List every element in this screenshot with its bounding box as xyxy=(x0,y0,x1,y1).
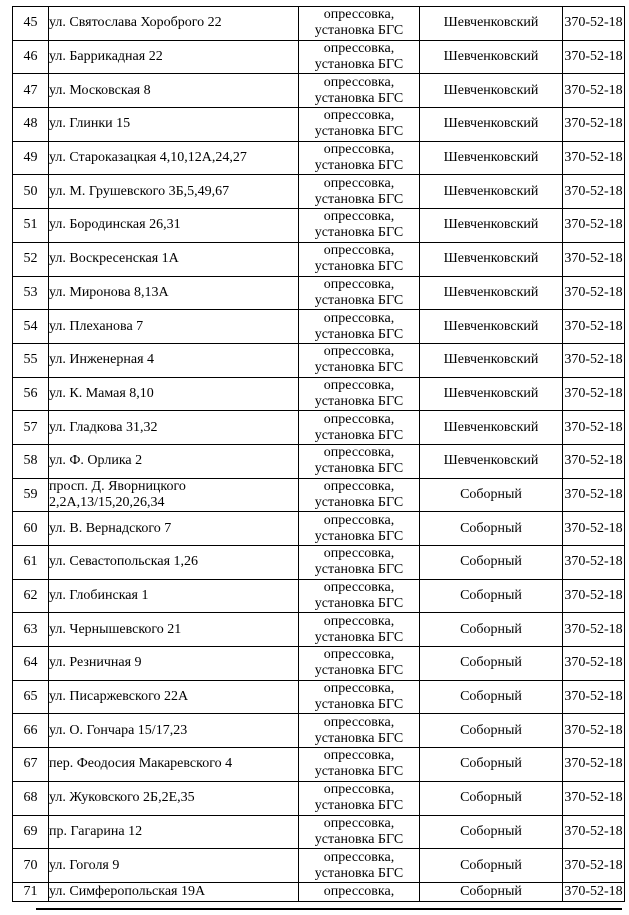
work-type-line: установка БГС xyxy=(314,798,404,814)
address-cell xyxy=(49,815,299,849)
address-cell xyxy=(49,175,299,209)
row-number: 52 xyxy=(13,242,49,276)
work-type-cell xyxy=(299,74,420,108)
address-cell xyxy=(49,141,299,175)
address-text: ул. О. Гончара 15/17,23 xyxy=(49,722,188,738)
work-type-line: опрессовка, xyxy=(323,546,395,562)
district-cell: Шевченковский xyxy=(420,411,563,445)
work-type-line: опрессовка, xyxy=(323,209,395,225)
work-type-line: установка БГС xyxy=(314,57,404,73)
address-cell xyxy=(49,411,299,445)
address-text: ул. Симферопольская 19А xyxy=(49,883,206,899)
table-row xyxy=(13,512,625,546)
table-row xyxy=(13,546,625,580)
work-type-line: опрессовка, xyxy=(323,714,395,730)
table-row xyxy=(13,343,625,377)
district-cell: Шевченковский xyxy=(420,7,563,41)
row-number: 45 xyxy=(13,7,49,41)
address-text: ул. Ф. Орлика 2 xyxy=(49,453,143,469)
phone-cell: 370-52-18 xyxy=(563,40,625,74)
table-row xyxy=(13,108,625,142)
work-type-line: опрессовка, xyxy=(323,748,395,764)
work-type-cell xyxy=(299,310,420,344)
work-type-cell xyxy=(299,849,420,883)
work-type-line: установка БГС xyxy=(314,596,404,612)
district-cell: Соборный xyxy=(420,546,563,580)
district-cell: Шевченковский xyxy=(420,343,563,377)
address-text: ул. Глобинская 1 xyxy=(49,588,149,604)
work-type-line: опрессовка, xyxy=(323,782,395,798)
address-text: ул. Староказацкая 4,10,12А,24,27 xyxy=(49,150,247,166)
work-type-line: опрессовка, xyxy=(323,681,395,697)
work-type-line: установка БГС xyxy=(314,764,404,780)
address-cell xyxy=(49,343,299,377)
phone-cell: 370-52-18 xyxy=(563,343,625,377)
row-number: 49 xyxy=(13,141,49,175)
table-row xyxy=(13,613,625,647)
work-type-cell xyxy=(299,377,420,411)
phone-cell: 370-52-18 xyxy=(563,108,625,142)
work-type-line: опрессовка, xyxy=(323,41,395,57)
work-type-line: опрессовка, xyxy=(323,647,395,663)
table-row xyxy=(13,748,625,782)
work-type-line: опрессовка, xyxy=(323,883,395,899)
work-type-line: установка БГС xyxy=(314,124,404,140)
work-type-line: опрессовка, xyxy=(323,445,395,461)
work-type-cell xyxy=(299,242,420,276)
address-cell xyxy=(49,680,299,714)
address-text: ул. Миронова 8,13А xyxy=(49,284,169,300)
work-type-line: установка БГС xyxy=(314,360,404,376)
phone-cell: 370-52-18 xyxy=(563,209,625,243)
address-cell xyxy=(49,444,299,478)
table-row xyxy=(13,815,625,849)
work-type-line: установка БГС xyxy=(314,259,404,275)
table-row xyxy=(13,7,625,41)
address-cell xyxy=(49,613,299,647)
address-text: ул. Писаржевского 22А xyxy=(49,689,189,705)
work-type-line: опрессовка, xyxy=(323,142,395,158)
address-cell xyxy=(49,276,299,310)
phone-cell: 370-52-18 xyxy=(563,748,625,782)
address-text: ул. Инженерная 4 xyxy=(49,352,155,368)
district-cell: Шевченковский xyxy=(420,242,563,276)
address-cell xyxy=(49,714,299,748)
row-number: 57 xyxy=(13,411,49,445)
work-type-cell xyxy=(299,748,420,782)
address-text: ул. К. Мамая 8,10 xyxy=(49,385,154,401)
address-cell xyxy=(49,546,299,580)
address-cell xyxy=(49,478,299,512)
district-cell: Соборный xyxy=(420,647,563,681)
work-type-line: установка БГС xyxy=(314,730,404,746)
address-text: ул. Баррикадная 22 xyxy=(49,49,163,65)
work-type-cell xyxy=(299,7,420,41)
row-number: 50 xyxy=(13,175,49,209)
address-text: ул. В. Вернадского 7 xyxy=(49,520,172,536)
district-cell: Шевченковский xyxy=(420,108,563,142)
district-cell: Соборный xyxy=(420,781,563,815)
work-type-line: опрессовка, xyxy=(323,276,395,292)
work-type-cell xyxy=(299,579,420,613)
work-type-line: установка БГС xyxy=(314,663,404,679)
address-text: пр. Гагарина 12 xyxy=(49,823,143,839)
table-row xyxy=(13,377,625,411)
row-number: 47 xyxy=(13,74,49,108)
work-type-cell xyxy=(299,40,420,74)
phone-cell: 370-52-18 xyxy=(563,141,625,175)
phone-cell: 370-52-18 xyxy=(563,849,625,883)
address-text: ул. Севастопольская 1,26 xyxy=(49,554,199,570)
phone-cell: 370-52-18 xyxy=(563,579,625,613)
phone-cell: 370-52-18 xyxy=(563,411,625,445)
work-type-line: установка БГС xyxy=(314,427,404,443)
phone-cell: 370-52-18 xyxy=(563,781,625,815)
row-number: 56 xyxy=(13,377,49,411)
table-row xyxy=(13,209,625,243)
district-cell: Соборный xyxy=(420,714,563,748)
address-cell xyxy=(49,74,299,108)
work-type-line: установка БГС xyxy=(314,225,404,241)
table-row xyxy=(13,478,625,512)
work-type-line: опрессовка, xyxy=(323,74,395,90)
work-type-line: установка БГС xyxy=(314,494,404,510)
district-cell: Шевченковский xyxy=(420,74,563,108)
work-type-cell xyxy=(299,680,420,714)
work-type-line: установка БГС xyxy=(314,23,404,39)
address-text: ул. Московская 8 xyxy=(49,82,151,98)
district-cell: Соборный xyxy=(420,478,563,512)
table-row xyxy=(13,141,625,175)
page-bottom-rule xyxy=(36,908,622,910)
address-text: ул. Бородинская 26,31 xyxy=(49,217,181,233)
phone-cell: 370-52-18 xyxy=(563,478,625,512)
row-number: 60 xyxy=(13,512,49,546)
work-type-cell xyxy=(299,478,420,512)
work-type-line: опрессовка, xyxy=(323,7,395,23)
work-type-cell xyxy=(299,647,420,681)
district-cell: Шевченковский xyxy=(420,377,563,411)
district-cell: Шевченковский xyxy=(420,40,563,74)
district-cell: Шевченковский xyxy=(420,175,563,209)
district-cell: Шевченковский xyxy=(420,209,563,243)
phone-cell: 370-52-18 xyxy=(563,512,625,546)
table-row xyxy=(13,579,625,613)
phone-cell: 370-52-18 xyxy=(563,310,625,344)
work-type-cell xyxy=(299,141,420,175)
work-type-line: установка БГС xyxy=(314,292,404,308)
row-number: 69 xyxy=(13,815,49,849)
address-text: ул. Гладкова 31,32 xyxy=(49,419,158,435)
table-row xyxy=(13,74,625,108)
work-type-line: опрессовка, xyxy=(323,108,395,124)
table-row xyxy=(13,849,625,883)
address-cell xyxy=(49,579,299,613)
address-cell xyxy=(49,781,299,815)
address-cell xyxy=(49,108,299,142)
work-type-line: опрессовка, xyxy=(323,243,395,259)
row-number: 70 xyxy=(13,849,49,883)
address-text: ул. Воскресенская 1А xyxy=(49,251,179,267)
table-row xyxy=(13,714,625,748)
row-number: 68 xyxy=(13,781,49,815)
phone-cell: 370-52-18 xyxy=(563,175,625,209)
district-cell: Соборный xyxy=(420,680,563,714)
table-row xyxy=(13,242,625,276)
row-number: 46 xyxy=(13,40,49,74)
work-type-line: опрессовка, xyxy=(323,175,395,191)
address-text: ул. Глинки 15 xyxy=(49,116,131,132)
work-type-line: установка БГС xyxy=(314,393,404,409)
address-text: ул. Святослава Хороброго 22 xyxy=(49,15,222,31)
work-type-line: установка БГС xyxy=(314,629,404,645)
row-number: 58 xyxy=(13,444,49,478)
work-type-line: установка БГС xyxy=(314,528,404,544)
row-number: 67 xyxy=(13,748,49,782)
row-number: 59 xyxy=(13,478,49,512)
address-cell xyxy=(49,512,299,546)
work-type-line: опрессовка, xyxy=(323,478,395,494)
row-number: 64 xyxy=(13,647,49,681)
work-type-line: опрессовка, xyxy=(323,580,395,596)
work-type-cell xyxy=(299,343,420,377)
table-row xyxy=(13,175,625,209)
district-cell: Соборный xyxy=(420,815,563,849)
work-type-cell xyxy=(299,781,420,815)
row-number: 63 xyxy=(13,613,49,647)
district-cell: Соборный xyxy=(420,748,563,782)
work-type-cell xyxy=(299,175,420,209)
address-cell xyxy=(49,209,299,243)
district-cell: Шевченковский xyxy=(420,310,563,344)
work-type-line: установка БГС xyxy=(314,562,404,578)
work-type-line: установка БГС xyxy=(314,865,404,881)
address-text-line2: 2,2А,13/15,20,26,34 xyxy=(49,494,165,510)
phone-cell: 370-52-18 xyxy=(563,377,625,411)
work-type-line: установка БГС xyxy=(314,461,404,477)
work-type-line: опрессовка, xyxy=(323,613,395,629)
address-cell xyxy=(49,849,299,883)
address-text: просп. Д. Яворницкого xyxy=(49,478,186,494)
table-row xyxy=(13,276,625,310)
phone-cell: 370-52-18 xyxy=(563,546,625,580)
phone-cell: 370-52-18 xyxy=(563,647,625,681)
district-cell: Соборный xyxy=(420,613,563,647)
address-text: ул. Жуковского 2Б,2Е,35 xyxy=(49,790,195,806)
work-type-line: опрессовка, xyxy=(323,849,395,865)
work-type-cell xyxy=(299,444,420,478)
district-cell: Шевченковский xyxy=(420,141,563,175)
row-number: 53 xyxy=(13,276,49,310)
address-text: ул. Резничная 9 xyxy=(49,655,142,671)
address-cell xyxy=(49,748,299,782)
row-number: 48 xyxy=(13,108,49,142)
address-text: ул. Гоголя 9 xyxy=(49,857,120,873)
row-number: 51 xyxy=(13,209,49,243)
work-type-line: опрессовка, xyxy=(323,512,395,528)
work-type-line: установка БГС xyxy=(314,697,404,713)
phone-cell: 370-52-18 xyxy=(563,276,625,310)
work-type-cell xyxy=(299,613,420,647)
row-number: 61 xyxy=(13,546,49,580)
address-cell xyxy=(49,882,299,901)
address-text: ул. Чернышевского 21 xyxy=(49,621,182,637)
work-type-line: опрессовка, xyxy=(323,344,395,360)
table-row xyxy=(13,411,625,445)
works-table xyxy=(12,6,625,902)
table-row xyxy=(13,444,625,478)
work-type-line: установка БГС xyxy=(314,831,404,847)
district-cell: Шевченковский xyxy=(420,444,563,478)
table-row xyxy=(13,781,625,815)
work-type-line: установка БГС xyxy=(314,90,404,106)
table-row xyxy=(13,680,625,714)
phone-cell: 370-52-18 xyxy=(563,74,625,108)
table-row xyxy=(13,647,625,681)
phone-cell: 370-52-18 xyxy=(563,882,625,901)
district-cell: Соборный xyxy=(420,579,563,613)
work-type-line: опрессовка, xyxy=(323,815,395,831)
phone-cell: 370-52-18 xyxy=(563,714,625,748)
work-type-cell xyxy=(299,815,420,849)
district-cell: Соборный xyxy=(420,882,563,901)
work-type-line: установка БГС xyxy=(314,326,404,342)
row-number: 65 xyxy=(13,680,49,714)
work-type-line: установка БГС xyxy=(314,191,404,207)
work-type-line: опрессовка, xyxy=(323,377,395,393)
district-cell: Соборный xyxy=(420,849,563,883)
phone-cell: 370-52-18 xyxy=(563,444,625,478)
work-type-cell xyxy=(299,546,420,580)
work-type-cell xyxy=(299,276,420,310)
work-type-cell xyxy=(299,108,420,142)
row-number: 62 xyxy=(13,579,49,613)
work-type-line: опрессовка, xyxy=(323,310,395,326)
address-text: ул. М. Грушевского 3Б,5,49,67 xyxy=(49,183,230,199)
address-text: ул. Плеханова 7 xyxy=(49,318,144,334)
address-cell xyxy=(49,377,299,411)
address-cell xyxy=(49,40,299,74)
work-type-cell xyxy=(299,209,420,243)
address-cell xyxy=(49,310,299,344)
row-number: 71 xyxy=(13,882,49,901)
address-cell xyxy=(49,7,299,41)
address-text: пер. Феодосия Макаревского 4 xyxy=(49,756,233,772)
phone-cell: 370-52-18 xyxy=(563,7,625,41)
work-type-line: опрессовка, xyxy=(323,411,395,427)
table-row xyxy=(13,40,625,74)
district-cell: Шевченковский xyxy=(420,276,563,310)
phone-cell: 370-52-18 xyxy=(563,680,625,714)
work-type-cell xyxy=(299,411,420,445)
row-number: 54 xyxy=(13,310,49,344)
work-type-cell xyxy=(299,882,420,901)
row-number: 66 xyxy=(13,714,49,748)
phone-cell: 370-52-18 xyxy=(563,613,625,647)
work-type-cell xyxy=(299,512,420,546)
address-cell xyxy=(49,242,299,276)
table-row xyxy=(13,882,625,901)
work-type-cell xyxy=(299,714,420,748)
address-cell xyxy=(49,647,299,681)
phone-cell: 370-52-18 xyxy=(563,815,625,849)
work-type-line: установка БГС xyxy=(314,158,404,174)
district-cell: Соборный xyxy=(420,512,563,546)
works-table-body xyxy=(13,7,625,902)
phone-cell: 370-52-18 xyxy=(563,242,625,276)
row-number: 55 xyxy=(13,343,49,377)
table-row xyxy=(13,310,625,344)
